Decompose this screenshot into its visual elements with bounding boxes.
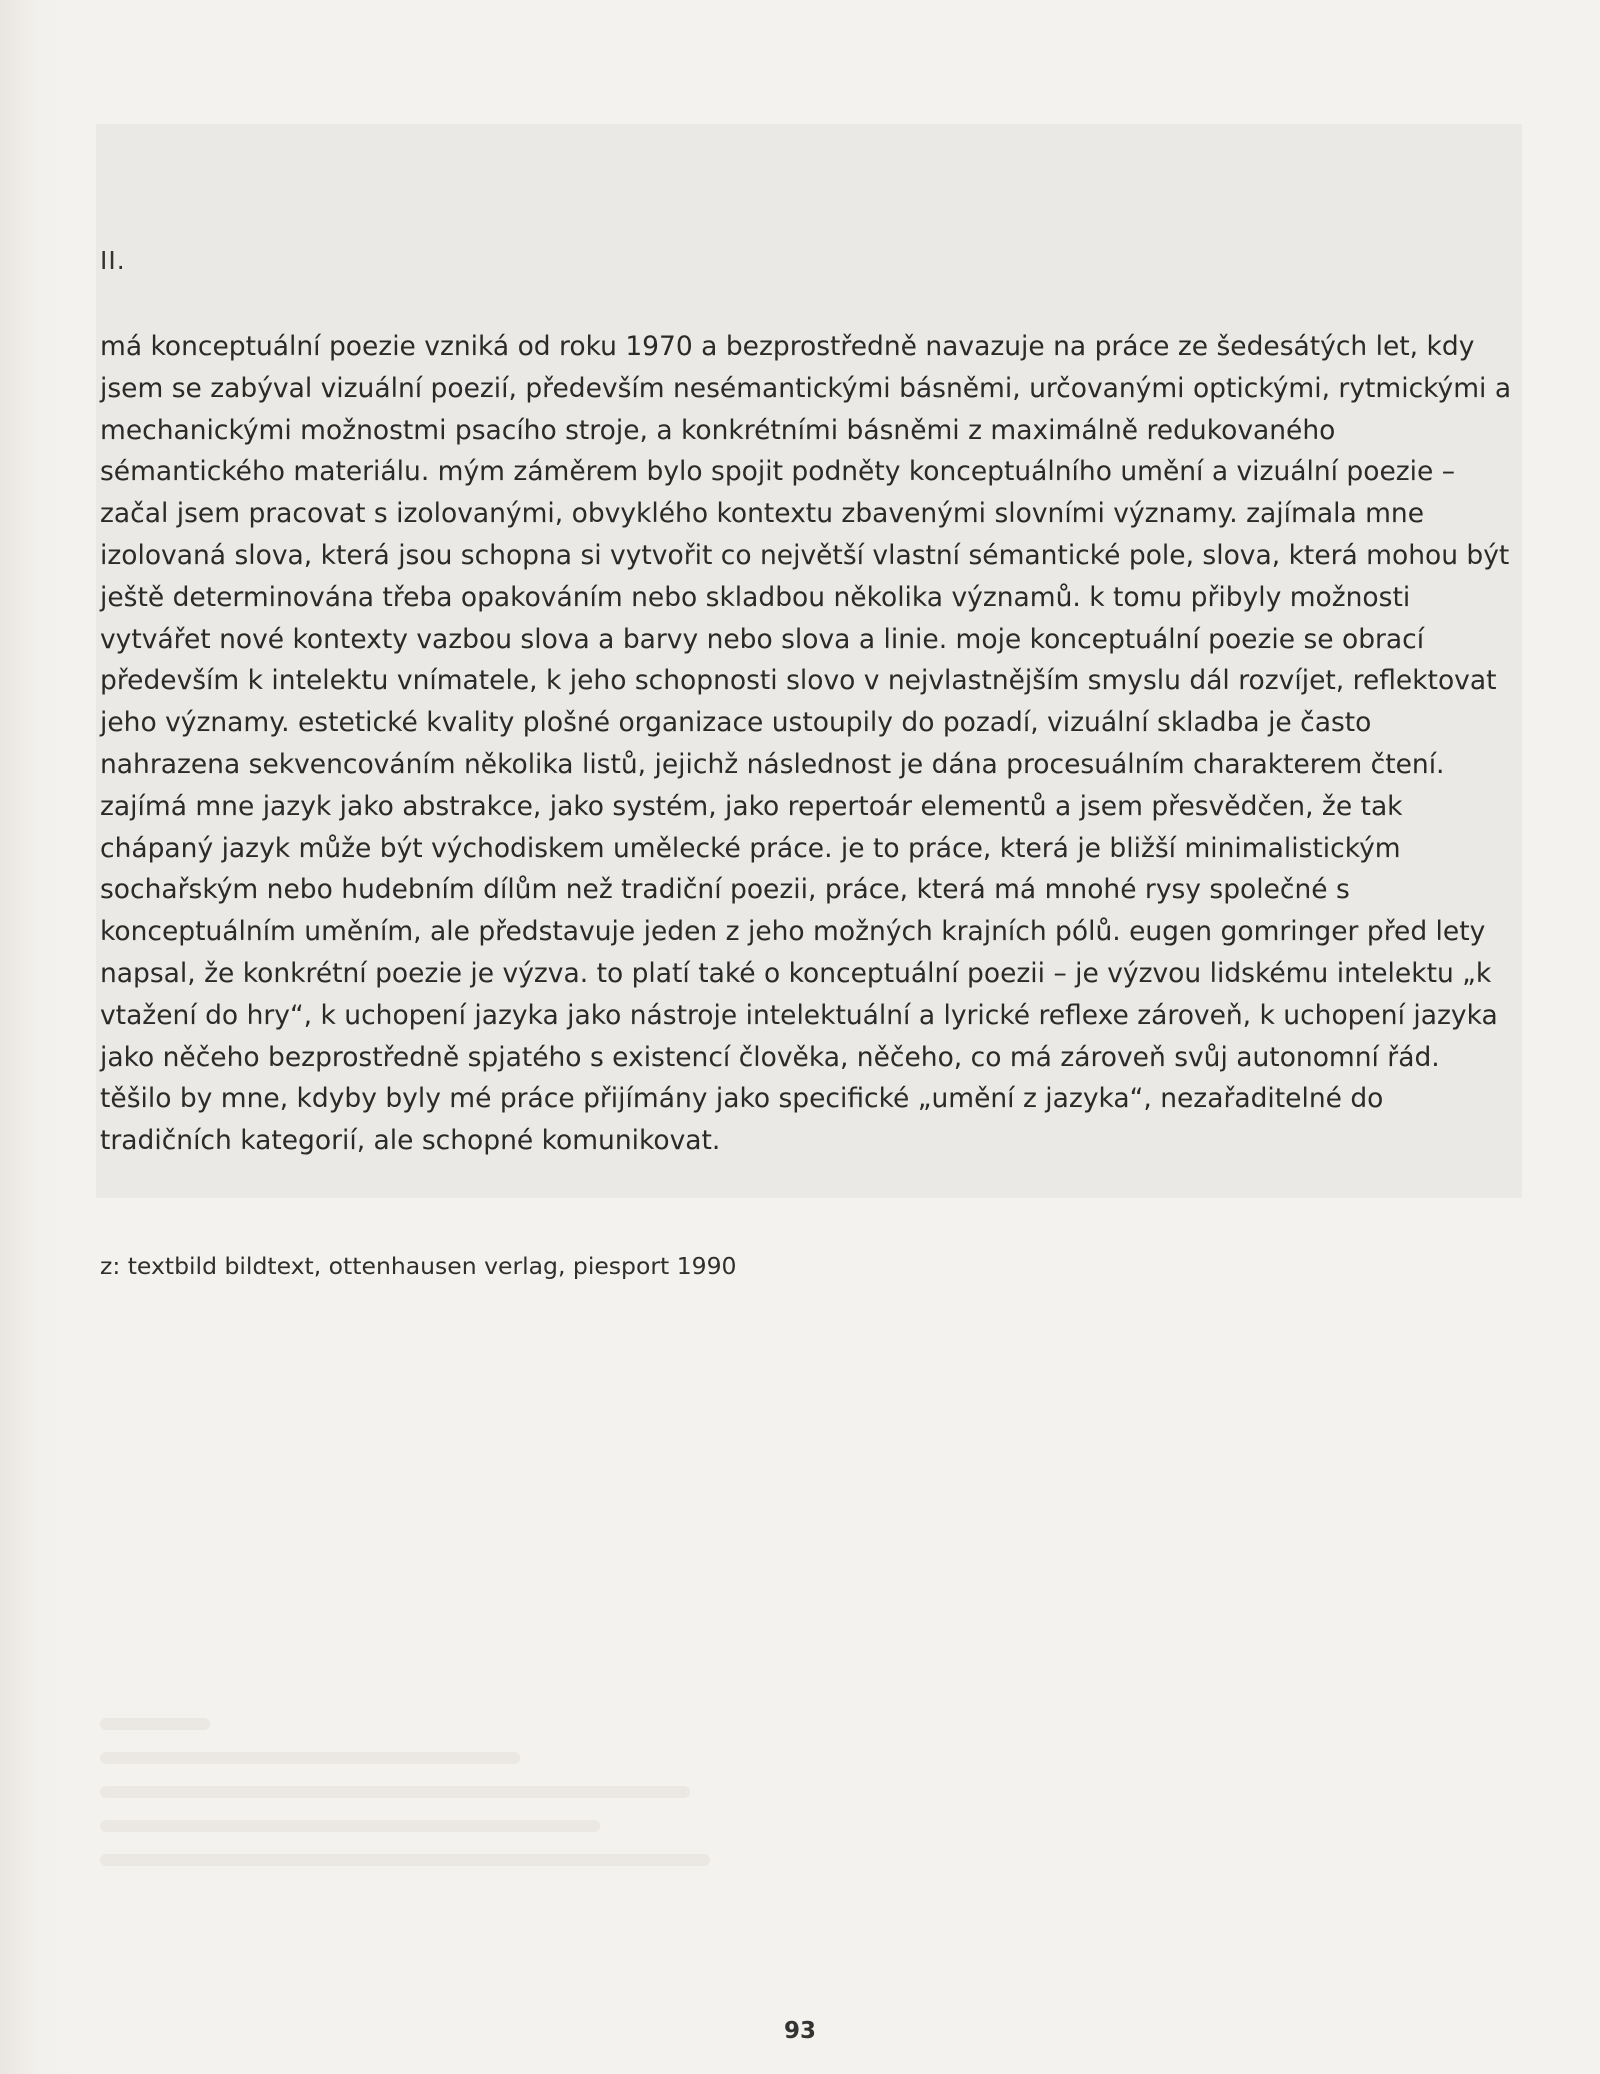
body-line: konceptuálním uměním, ale představuje jeden z jeho možných krajních pólů. eugen gomringer před lety <box>100 916 1486 948</box>
source-citation: z: textbild bildtext, ottenhausen verlag, piesport 1990 <box>100 1252 737 1280</box>
body-line: mechanickými možnostmi psacího stroje, a konkrétními básněmi z maximálně redukovaného <box>100 414 1336 446</box>
body-line: napsal, že konkrétní poezie je výzva. to platí také o konceptuální poezii – je výzvou lidskému intelektu „k <box>100 957 1492 989</box>
faded-line <box>100 1786 690 1798</box>
body-line: sochařským nebo hudebním dílům než tradiční poezii, práce, která má mnohé rysy společné s <box>100 874 1350 906</box>
faded-line <box>100 1820 600 1832</box>
body-line: sémantického materiálu. mým záměrem bylo spojit podněty konceptuálního umění a vizuální poezie – <box>100 456 1456 488</box>
body-line: vytvářet nové kontexty vazbou slova a barvy nebo slova a linie. moje konceptuální poezie se obrací <box>100 623 1425 655</box>
faded-line <box>100 1752 520 1764</box>
faded-line <box>100 1854 710 1866</box>
body-line: má konceptuální poezie vzniká od roku 1970 a bezprostředně navazuje na práce ze šedesátých let, kdy <box>100 331 1475 362</box>
section-title: II. <box>100 246 126 275</box>
body-line: chápaný jazyk může být východiskem umělecké práce. je to práce, která je bližší minimalistickým <box>100 832 1401 864</box>
body-line: tradičních kategorií, ale schopné komunikovat. <box>100 1125 721 1157</box>
body-line: ještě determinována třeba opakováním nebo skladbou několika významů. k tomu přibyly možnosti <box>100 581 1411 613</box>
body-line: vtažení do hry“, k uchopení jazyka jako nástroje intelektuální a lyrické reflexe zároveň, k uchopení jazyka <box>100 999 1498 1031</box>
body-paragraph <box>100 326 1520 1162</box>
faded-line <box>100 1718 210 1730</box>
body-line: jsem se zabýval vizuální poezií, především nesémantickými básněmi, určovanými optickými, rytmickými a <box>100 372 1512 404</box>
body-line: začal jsem pracovat s izolovanými, obvyklého kontextu zbavenými slovními významy. zajímala mne <box>100 498 1425 530</box>
body-line: nahrazena sekvencováním několika listů, jejichž následnost je dána procesuálním charakterem čtení. <box>100 748 1445 780</box>
page-number: 93 <box>783 2018 816 2044</box>
body-line: těšilo by mne, kdyby byly mé práce přijímány jako specifické „umění z jazyka“, nezařaditelné do <box>100 1083 1384 1115</box>
body-line: jako něčeho bezprostředně spjatého s existencí člověka, něčeho, co má zároveň svůj autonomní řád. <box>100 1041 1440 1073</box>
body-line: jeho významy. estetické kvality plošné organizace ustoupily do pozadí, vizuální skladba je často <box>100 707 1372 739</box>
body-line: izolovaná slova, která jsou schopna si vytvořit co největší vlastní sémantické pole, slova, která mohou být <box>100 539 1510 571</box>
faded-show-through-text <box>100 1718 720 1918</box>
body-line: především k intelektu vnímatele, k jeho schopnosti slovo v nejvlastnějším smyslu dál rozvíjet, reflektovat <box>100 665 1497 697</box>
body-line: zajímá mne jazyk jako abstrakce, jako systém, jako repertoár elementů a jsem přesvědčen, že tak <box>100 790 1403 822</box>
